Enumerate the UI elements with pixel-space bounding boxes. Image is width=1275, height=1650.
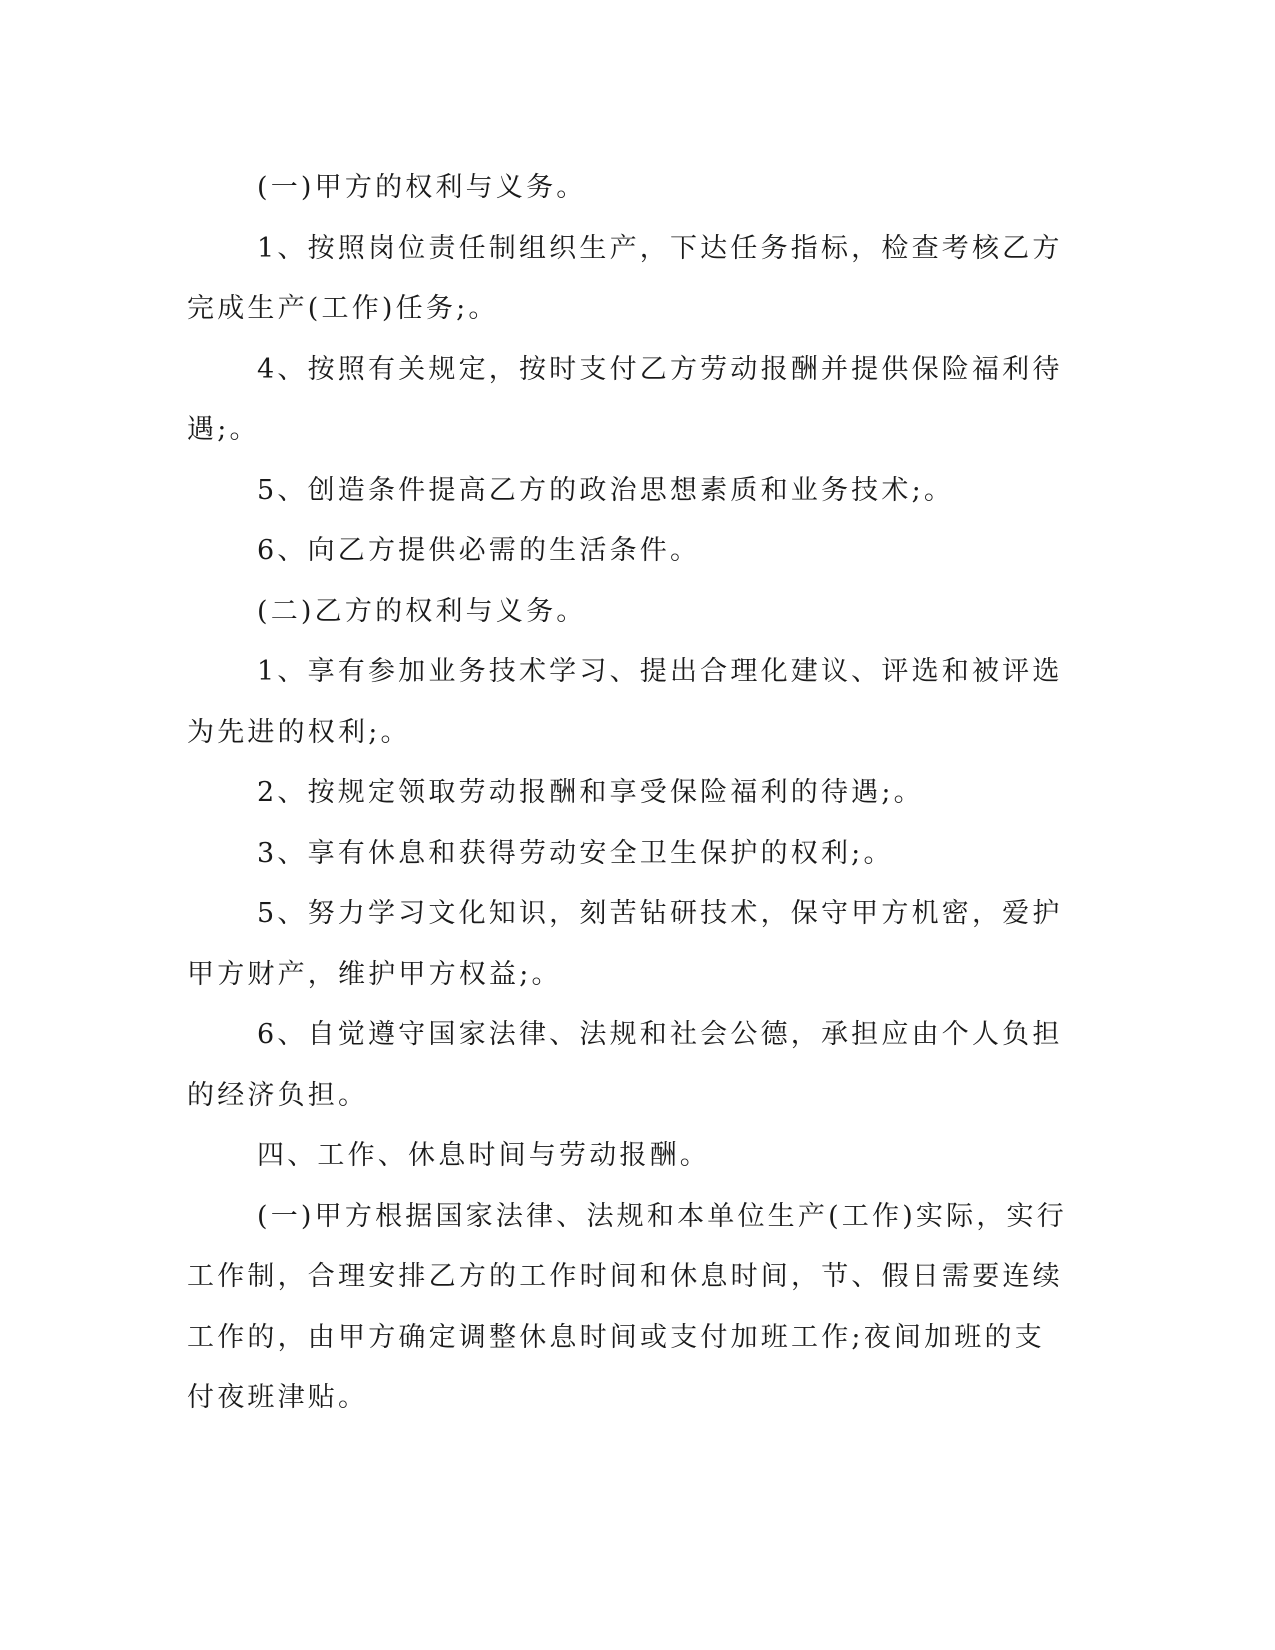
- paragraph: (一)甲方的权利与义务。: [257, 172, 587, 203]
- paragraph: 6、向乙方提供必需的生活条件。: [257, 535, 701, 566]
- paragraph: 3、享有休息和获得劳动安全卫生保护的权利;。: [257, 837, 894, 869]
- section-heading: 四、工作、休息时间与劳动报酬。: [257, 1140, 710, 1171]
- paragraph: (二)乙方的权利与义务。: [257, 595, 587, 627]
- paragraph: 4、按照有关规定，按时支付乙方劳动报酬并提供保险福利待遇;。: [187, 353, 1063, 445]
- paragraph: 5、创造条件提高乙方的政治思想素质和业务技术;。: [257, 474, 955, 506]
- paragraph: 6、自觉遵守国家法律、法规和社会公德，承担应由个人负担的经济负担。: [187, 1019, 1063, 1111]
- paragraph: 1、享有参加业务技术学习、提出合理化建议、评选和被评选为先进的权利;。: [187, 656, 1063, 748]
- paragraph: 5、努力学习文化知识，刻苦钻研技术，保守甲方机密，爱护甲方财产，维护甲方权益;。: [187, 898, 1063, 990]
- paragraph: (一)甲方根据国家法律、法规和本单位生产(工作)实际，实行工作制，合理安排乙方的工作时间和休息时间，节、假日需要连续工作的，由甲方确定调整休息时间或支付加班工作;夜间加班的支付夜班津贴。: [187, 1200, 1067, 1413]
- paragraph: 2、按规定领取劳动报酬和享受保险福利的待遇;。: [257, 777, 924, 808]
- paragraph: 1、按照岗位责任制组织生产，下达任务指标，检查考核乙方完成生产(工作)任务;。: [187, 232, 1063, 324]
- document-body: [187, 158, 1067, 1429]
